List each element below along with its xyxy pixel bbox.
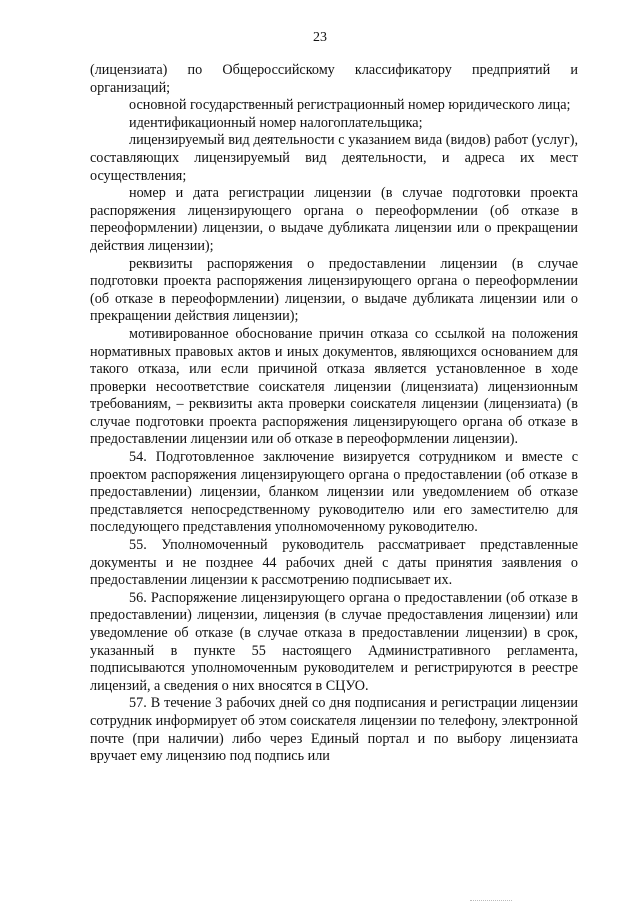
scan-artifact xyxy=(470,900,512,902)
paragraph-okpo-continuation: (лицензиата) по Общероссийскому классификатору предприятий и организаций; xyxy=(90,62,578,96)
paragraph-item-54: 54. Подготовленное заключение визируется сотрудником и вместе с проектом распоряжения лицензирующего органа о предоставлении (об отказе в предоставлении) лицензии, бланком лицензии или уведомлением об отказе представляется непосредственному руководителю или его заместителю для последующего представления уполномоченному руководителю. xyxy=(90,449,578,536)
document-body xyxy=(90,62,578,766)
paragraph-activity-type: лицензируемый вид деятельности с указанием вида (видов) работ (услуг), составляющих лицензируемый вид деятельности, и адреса их мест осуществления; xyxy=(90,132,578,184)
paragraph-item-57: 57. В течение 3 рабочих дней со дня подписания и регистрации лицензии сотрудник информирует об этом соискателя лицензии по телефону, электронной почте (при наличии) либо через Единый портал и по выбору лицензиата вручает ему лицензию под подпись или xyxy=(90,695,578,765)
paragraph-license-registration: номер и дата регистрации лицензии (в случае подготовки проекта распоряжения лицензирующего органа о переоформлении (об отказе в переоформлении) лицензии, о выдаче дубликата лицензии или о прекращении действия лицензии); xyxy=(90,185,578,254)
paragraph-ogrn: основной государственный регистрационный номер юридического лица; xyxy=(129,97,571,114)
paragraph-item-56: 56. Распоряжение лицензирующего органа о предоставлении (об отказе в предоставлении) лицензии, лицензия (в случае предоставления лицензии) или уведомление об отказе (в случае отказа в предоставлении лицензии) в срок, указанный в пункте 55 настоящего Административного регламента, подписываются уполномоченным руководителем и регистрируются в реестре лицензий, а сведения о них вносятся в СЦУО. xyxy=(90,589,578,694)
paragraph-refusal-justification: мотивированное обоснование причин отказа со ссылкой на положения нормативных правовых актов и иных документов, являющихся основанием для такого отказа, или если причиной отказа является установленное в ходе проверки несоответствие соискателя лицензии (лицензиата) лицензионным требованиям, – реквизиты акта проверки соискателя лицензии (лицензиата) (в случае подготовки проекта распоряжения лицензирующего органа об отказе в предоставлении лицензии или об отказе в переоформлении лицензии). xyxy=(90,325,578,448)
paragraph-order-details: реквизиты распоряжения о предоставлении лицензии (в случае подготовки проекта распоряжения лицензирующего органа о переоформлении (об отказе в переоформлении) лицензии, о выдаче дубликата лицензии или о прекращении действия лицензии); xyxy=(90,255,578,325)
paragraph-item-55: 55. Уполномоченный руководитель рассматривает представленные документы и не позднее 44 рабочих дней с даты принятия заявления о предоставлении лицензии к рассмотрению подписывает их. xyxy=(90,537,578,589)
page-number: 23 xyxy=(313,30,327,45)
paragraph-inn: идентификационный номер налогоплательщика; xyxy=(129,114,423,131)
